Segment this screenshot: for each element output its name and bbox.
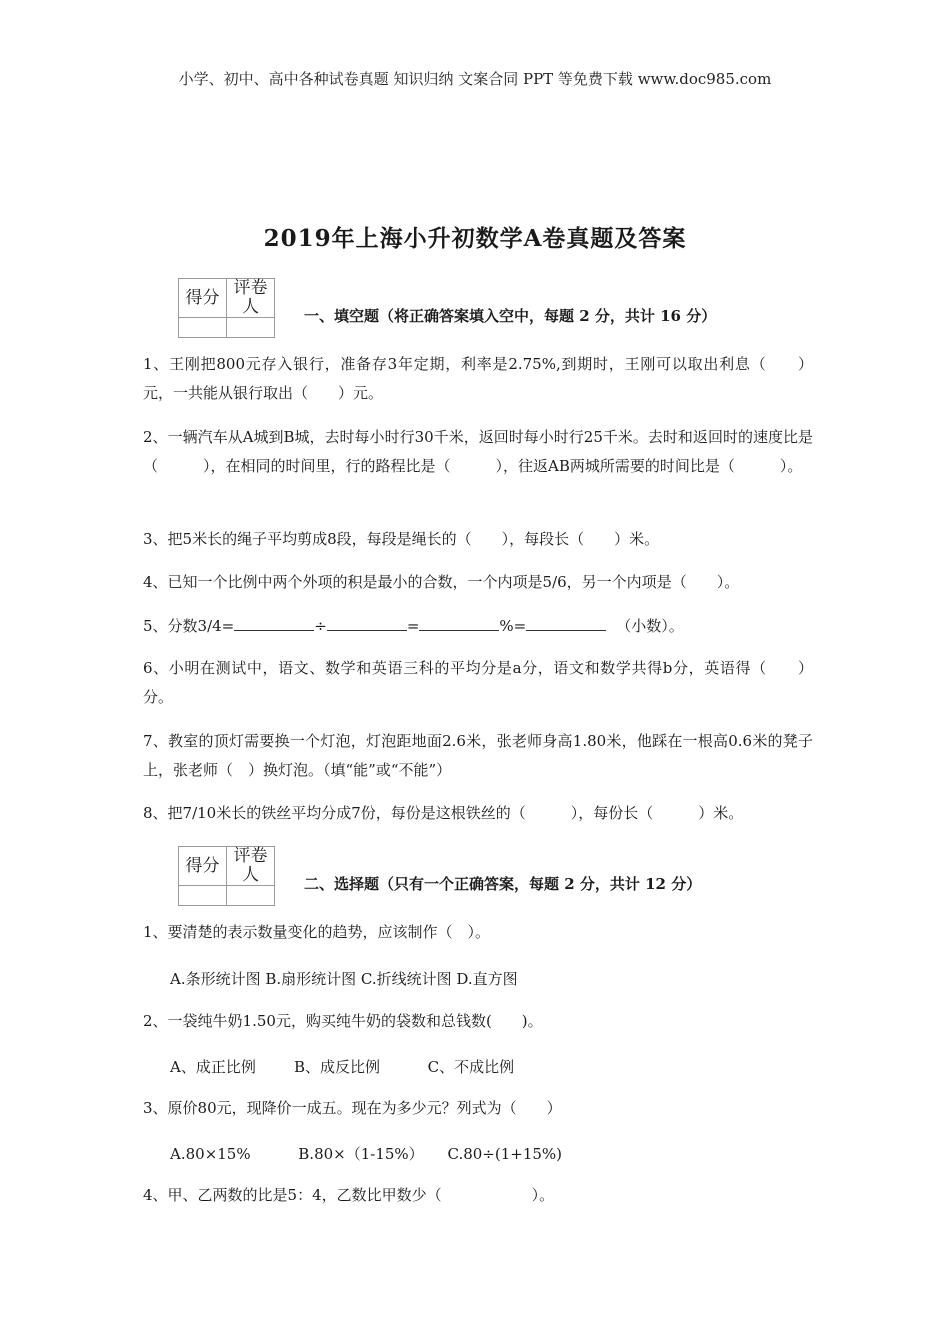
q5-blank-2[interactable] — [327, 614, 407, 631]
score-cell — [179, 318, 227, 338]
section2-heading: 二、选择题（只有一个正确答案，每题 2 分，共计 12 分） — [304, 875, 702, 893]
score-label: 得分 — [179, 279, 227, 318]
question-1: 1、王刚把800元存入银行，准备存3年定期，利率是2.75%,到期时，王刚可以取出利息（ ）元，一共能从银行取出（ ）元。 — [143, 355, 813, 402]
q5-blank-3[interactable] — [419, 614, 499, 631]
page-title: 2019年上海小升初数学A卷真题及答案 — [263, 225, 687, 252]
page-header: 小学、初中、高中各种试卷真题 知识归纳 文案合同 PPT 等免费下载 www.doc985.com — [178, 70, 772, 88]
q5-div: ÷ — [314, 617, 327, 635]
grader-label-2: 评卷人 — [227, 847, 275, 886]
question-4: 4、已知一个比例中两个外项的积是最小的合数，一个内项是5/6，另一个内项是（ ）。 — [143, 573, 740, 591]
grader-label: 评卷人 — [227, 279, 275, 318]
score-cell-2 — [179, 886, 227, 906]
q5-prefix: 5、分数3/4= — [143, 617, 235, 635]
mc-options-3: A.80×15% B.80×（1-15%） C.80÷(1+15%) — [170, 1145, 563, 1163]
section1-heading: 一、填空题（将正确答案填入空中，每题 2 分，共计 16 分） — [304, 307, 717, 325]
q5-pct: %= — [499, 617, 527, 635]
q5-suffix: （小数）。 — [616, 617, 684, 635]
mc-question-4: 4、甲、乙两数的比是5：4，乙数比甲数少（ ）。 — [143, 1186, 555, 1204]
score-box — [178, 278, 275, 338]
mc-question-3: 3、原价80元，现降价一成五。现在为多少元？列式为（ ） — [143, 1099, 562, 1117]
mc-question-2: 2、一袋纯牛奶1.50元，购买纯牛奶的袋数和总钱数( )。 — [143, 1012, 543, 1030]
score-label-2: 得分 — [179, 847, 227, 886]
question-8: 8、把7/10米长的铁丝平均分成7份，每份是这根铁丝的（ ），每份长（ ）米。 — [143, 804, 744, 822]
question-5 — [143, 612, 813, 641]
score-box-2 — [178, 846, 275, 906]
q5-blank-4[interactable] — [526, 614, 606, 631]
mc-options-2: A、成正比例 B、成反比例 C、不成比例 — [170, 1058, 515, 1076]
question-6: 6、小明在测试中，语文、数学和英语三科的平均分是a分，语文和数学共得b分，英语得（ ）分。 — [143, 659, 813, 706]
grader-cell-2 — [227, 886, 275, 906]
q5-eq: = — [406, 617, 420, 635]
question-3: 3、把5米长的绳子平均剪成8段，每段是绳长的（ ），每段长（ ）米。 — [143, 530, 660, 548]
grader-cell — [227, 318, 275, 338]
mc-options-1: A.条形统计图 B.扇形统计图 C.折线统计图 D.直方图 — [170, 970, 518, 988]
question-2: 2、一辆汽车从A城到B城，去时每小时行30千米，返回时每小时行25千米。去时和返回时的速度比是（ ），在相同的时间里，行的路程比是（ ），往返AB两城所需要的时间比是（ ）。 — [143, 428, 813, 475]
question-7: 7、教室的顶灯需要换一个灯泡，灯泡距地面2.6米，张老师身高1.80米，他踩在一根高0.6米的凳子上，张老师（ ）换灯泡。（填“能”或“不能”） — [143, 732, 813, 779]
q5-blank-1[interactable] — [234, 614, 314, 631]
mc-question-1: 1、要清楚的表示数量变化的趋势，应该制作（ ）。 — [143, 923, 491, 941]
